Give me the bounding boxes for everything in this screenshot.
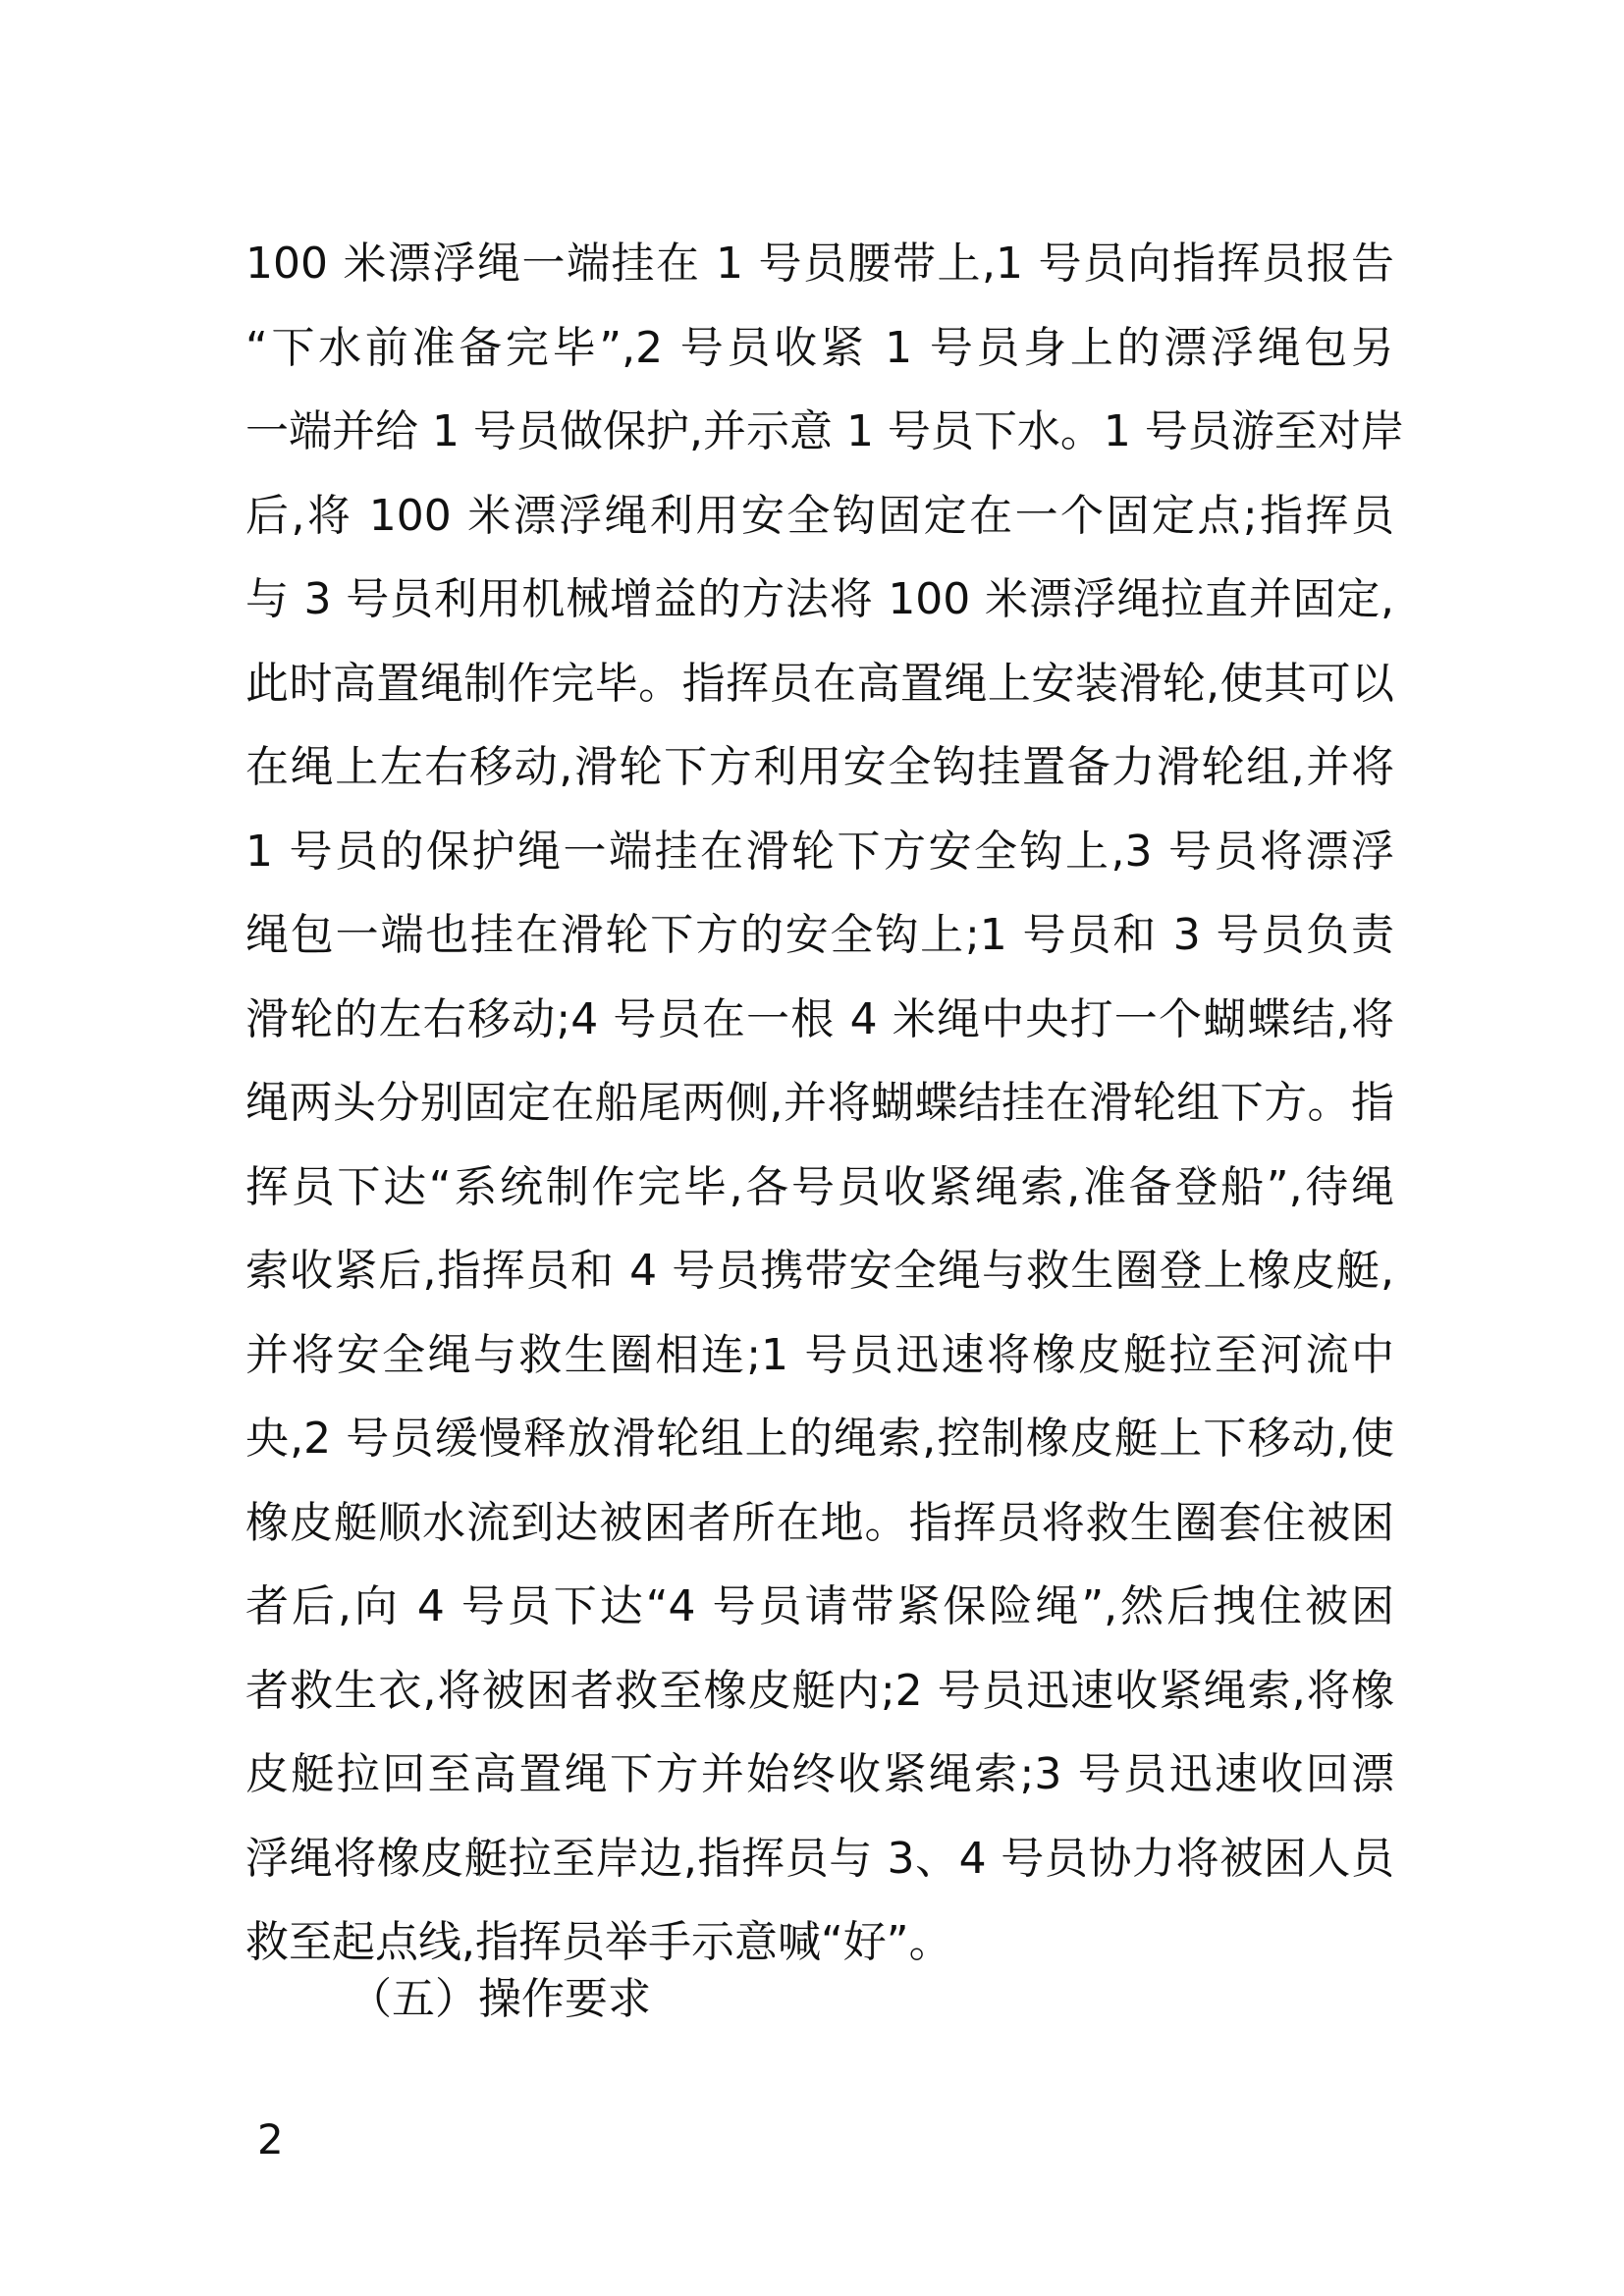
text-line: 100 米漂浮绳一端挂在 1 号员腰带上,1 号员向指挥员报告 xyxy=(245,239,1394,289)
text-line: 后,将 100 米漂浮绳利用安全钩固定在一个固定点;指挥员 xyxy=(245,490,1394,541)
body-paragraph xyxy=(245,222,1404,1985)
page-number: 2 xyxy=(257,2115,284,2163)
text-line: “下水前准备完毕”,2 号员收紧 1 号员身上的漂浮绳包另 xyxy=(245,322,1394,373)
text-line: 滑轮的左右移动;4 号员在一根 4 米绳中央打一个蝴蝶结,将 xyxy=(245,993,1394,1044)
text-line: 绳两头分别固定在船尾两侧,并将蝴蝶结挂在滑轮组下方。指 xyxy=(245,1078,1394,1128)
text-line: 此时高置绳制作完毕。指挥员在高置绳上安装滑轮,使其可以 xyxy=(245,658,1394,709)
text-line: 与 3 号员利用机械增益的方法将 100 米漂浮绳拉直并固定, xyxy=(245,574,1394,624)
text-line: 并将安全绳与救生圈相连;1 号员迅速将橡皮艇拉至河流中 xyxy=(245,1329,1394,1380)
text-line: 1 号员的保护绳一端挂在滑轮下方安全钩上,3 号员将漂浮 xyxy=(245,826,1394,877)
text-line: 绳包一端也挂在滑轮下方的安全钩上;1 号员和 3 号员负责 xyxy=(245,910,1394,960)
section-heading: （五）操作要求 xyxy=(349,1974,651,2024)
text-line: 索收紧后,指挥员和 4 号员携带安全绳与救生圈登上橡皮艇, xyxy=(245,1246,1394,1296)
text-line: 者后,向 4 号员下达“4 号员请带紧保险绳”,然后拽住被困 xyxy=(245,1581,1394,1631)
text-line: 皮艇拉回至高置绳下方并始终收紧绳索;3 号员迅速收回漂 xyxy=(245,1749,1394,1799)
text-line: 橡皮艇顺水流到达被困者所在地。指挥员将救生圈套住被困 xyxy=(245,1497,1394,1548)
text-line: 浮绳将橡皮艇拉至岸边,指挥员与 3、4 号员协力将被困人员 xyxy=(245,1833,1394,1884)
text-line: 央,2 号员缓慢释放滑轮组上的绳索,控制橡皮艇上下移动,使 xyxy=(245,1414,1394,1464)
text-line: 一端并给 1 号员做保护,并示意 1 号员下水。1 号员游至对岸 xyxy=(245,406,1404,456)
text-line: 挥员下达“系统制作完毕,各号员收紧绳索,准备登船”,待绳 xyxy=(245,1161,1394,1212)
text-line: 救至起点线,指挥员举手示意喊“好”。 xyxy=(245,1917,952,1967)
text-line: 者救生衣,将被困者救至橡皮艇内;2 号员迅速收紧绳索,将橡 xyxy=(245,1665,1394,1716)
text-line: 在绳上左右移动,滑轮下方利用安全钩挂置备力滑轮组,并将 xyxy=(245,742,1394,792)
